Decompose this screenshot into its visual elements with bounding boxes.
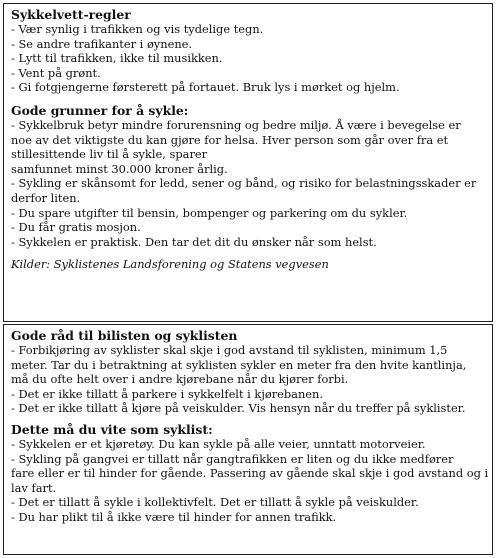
advice-box: [3, 324, 493, 555]
section-heading-reasons: Gode grunner for å sykle:: [11, 102, 189, 118]
fact-line: lav fart.: [11, 480, 57, 495]
reason-line: - Du får gratis mosjon.: [11, 220, 141, 235]
fact-line: - Det er tillatt å sykle i kollektivfelt. Det er tillatt å sykle på veiskulder.: [11, 495, 419, 510]
rule-line: - Gi fotgjengerne førsterett på fortauet. Bruk lys i mørket og hjelm.: [11, 80, 400, 95]
reason-line: derfor liten.: [11, 190, 81, 205]
advice-line: - Det er ikke tillatt å kjøre på veiskulder. Vis hensyn når du treffer på syklister.: [11, 401, 466, 416]
rule-line: - Lytt til trafikken, ikke til musikken.: [11, 51, 223, 66]
fact-line: - Sykkelen er et kjøretøy. Du kan sykle på alle veier, unntatt motorveier.: [11, 436, 426, 451]
section-heading-cycling-rules: Sykkelvett-regler: [11, 7, 131, 22]
reason-line: stillesittende liv til å sykle, sparer: [11, 147, 208, 162]
fact-line: - Sykling på gangvei er tillatt når gangtrafikken er liten og du ikke medfører: [11, 451, 454, 466]
reason-line: - Sykkelen er praktisk. Den tar det dit du ønsker når som helst.: [11, 234, 377, 249]
advice-line: - Det er ikke tillatt å parkere i sykkelfelt i kjørebanen.: [11, 386, 324, 401]
advice-line: meter. Tar du i betraktning at syklisten sykler en meter fra den hvite kantlinja,: [11, 357, 467, 372]
fact-line: - Du har plikt til å ikke være til hinder for annen trafikk.: [11, 509, 337, 524]
cycling-rules-box: [3, 3, 493, 322]
advice-line: må du ofte helt over i andre kjørebane når du kjører forbi.: [11, 372, 349, 387]
reason-line: - Sykkelbruk betyr mindre forurensning og bedre miljø. Å være i bevegelse er: [11, 117, 461, 132]
reason-line: samfunnet minst 30.000 kroner årlig.: [11, 161, 228, 176]
rule-line: - Se andre trafikanter i øynene.: [11, 36, 193, 51]
rule-line: - Vær synlig i trafikken og vis tydelige tegn.: [11, 22, 264, 36]
section-heading-cyclist-facts: Dette må du vite som syklist:: [11, 421, 213, 437]
fact-line: fare eller er til hinder for gående. Passering av gående skal skje i god avstand og i: [11, 466, 489, 481]
reason-line: - Sykling er skånsomt for ledd, sener og bånd, og risiko for belastningsskader er: [11, 176, 477, 191]
source-note: Kilder: Syklistenes Landsforening og Statens vegvesen: [11, 257, 329, 272]
advice-line: - Forbikjøring av syklister skal skje i god avstand til syklisten, minimum 1,5: [11, 343, 448, 357]
reason-line: - Du spare utgifter til bensin, bompenger og parkering om du sykler.: [11, 205, 408, 220]
reason-line: noe av det viktigste du kan gjøre for helsa. Hver person som går over fra et: [11, 132, 449, 147]
section-heading-advice: Gode råd til bilisten og syklisten: [11, 328, 238, 343]
rule-line: - Vent på grønt.: [11, 65, 101, 80]
